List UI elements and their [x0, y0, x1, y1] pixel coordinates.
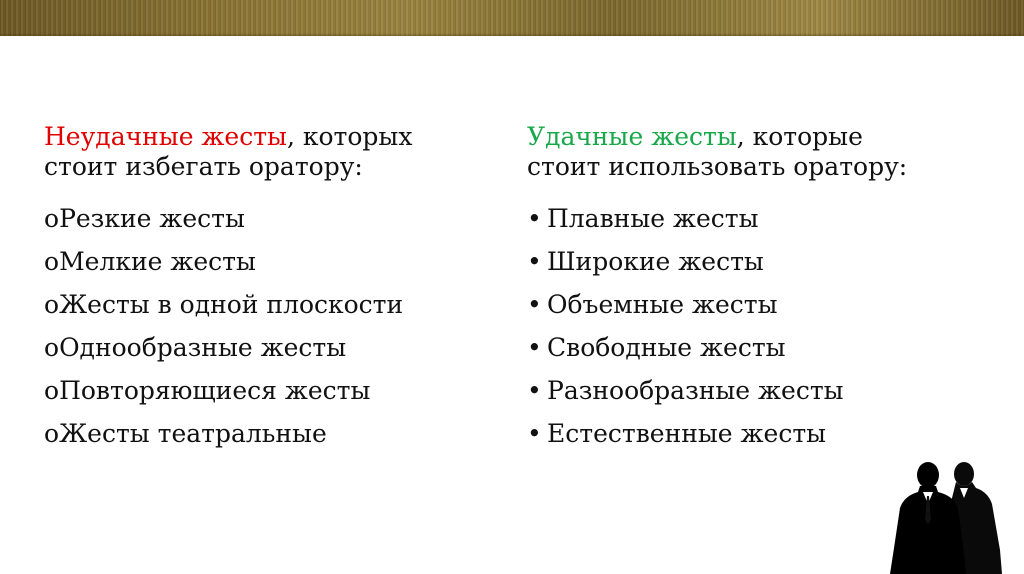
bad-gestures-heading-line2: стоит избегать оратору: — [44, 152, 363, 181]
good-gestures-heading-line2: стоит использовать оратору: — [527, 152, 908, 181]
list-item — [527, 369, 967, 412]
circle-bullet-icon: o — [44, 333, 60, 362]
list-item — [44, 240, 484, 283]
decorative-top-band — [0, 0, 1024, 36]
list-item-label: Повторяющиеся жесты — [59, 376, 371, 405]
bullet-icon: • — [527, 333, 542, 362]
bullet-icon: • — [527, 204, 542, 233]
bad-gestures-heading — [44, 118, 484, 182]
bad-gestures-heading-rest: , которых — [286, 122, 413, 151]
bullet-icon: • — [527, 419, 542, 448]
list-item-label: Однообразные жесты — [59, 333, 347, 362]
list-item — [44, 369, 484, 412]
list-item-label: Резкие жесты — [59, 204, 245, 233]
list-item-label: Разнообразные жесты — [547, 376, 844, 405]
list-item-label: Жесты театральные — [59, 419, 327, 448]
list-item-label: Естественные жесты — [547, 419, 827, 448]
list-item — [44, 412, 484, 455]
list-item — [44, 283, 484, 326]
circle-bullet-icon: o — [44, 376, 60, 405]
list-item — [527, 326, 967, 369]
list-item-label: Жесты в одной плоскости — [59, 290, 404, 319]
bullet-icon: • — [527, 247, 542, 276]
list-item — [527, 412, 967, 455]
good-gestures-heading — [527, 118, 967, 182]
list-item — [527, 197, 967, 240]
circle-bullet-icon: o — [44, 419, 60, 448]
good-gestures-heading-highlight: Удачные жесты — [527, 122, 737, 151]
list-item-label: Свободные жесты — [547, 333, 786, 362]
circle-bullet-icon: o — [44, 204, 60, 233]
list-item-label: Мелкие жесты — [59, 247, 256, 276]
good-gestures-column — [527, 118, 967, 455]
list-item — [527, 240, 967, 283]
list-item — [44, 197, 484, 240]
circle-bullet-icon: o — [44, 290, 60, 319]
bad-gestures-column — [44, 118, 484, 455]
bullet-icon: • — [527, 290, 542, 319]
bad-gestures-heading-highlight: Неудачные жесты — [44, 122, 287, 151]
circle-bullet-icon: o — [44, 247, 60, 276]
list-item-label: Плавные жесты — [547, 204, 759, 233]
list-item-label: Широкие жесты — [547, 247, 764, 276]
good-gestures-heading-rest: , которые — [736, 122, 863, 151]
list-item-label: Объемные жесты — [547, 290, 778, 319]
bullet-icon: • — [527, 376, 542, 405]
list-item — [527, 283, 967, 326]
list-item — [44, 326, 484, 369]
business-people-silhouette-icon — [880, 458, 1020, 574]
